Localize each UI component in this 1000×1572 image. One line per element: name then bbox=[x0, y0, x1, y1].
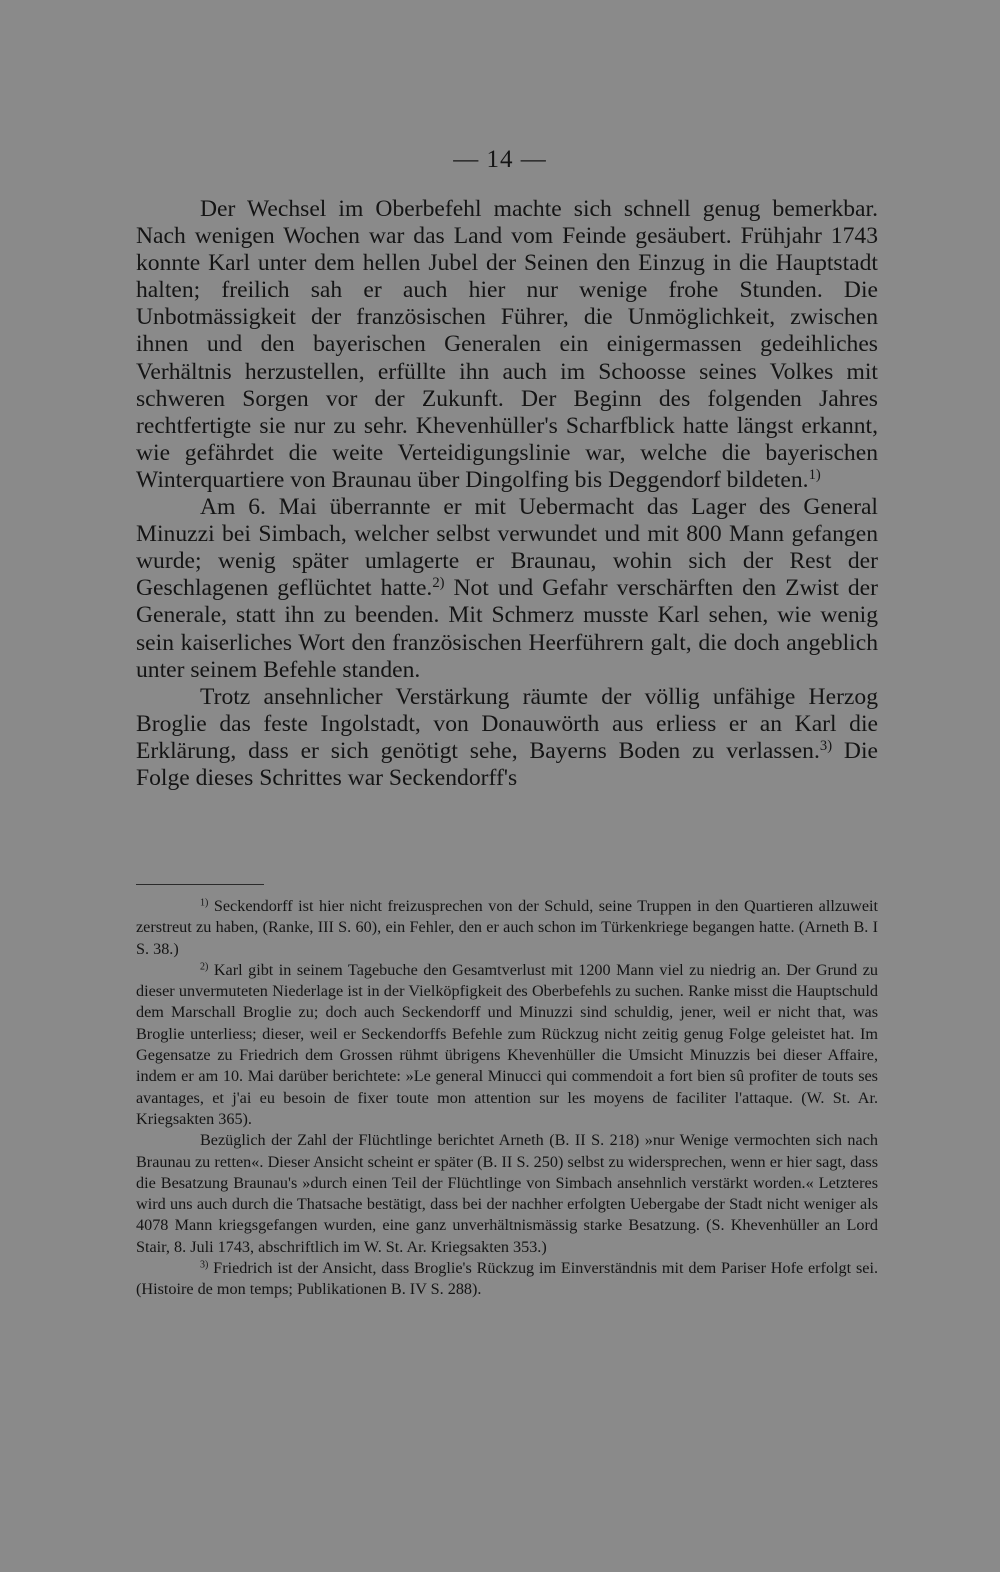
footnote-marker: 1) bbox=[200, 897, 209, 909]
footnote bbox=[136, 1258, 878, 1301]
paragraph-text: Not und Gefahr verschärften den Zwist der Generale, statt ihn zu beenden. Mit Schmerz musste Karl sehen, wie wenig sein kaiserliches Wort den französischen Heerführern galt, die doch angeblich unter seinem Befehle standen. bbox=[136, 575, 879, 683]
page-number: — 14 — bbox=[453, 146, 547, 173]
footnote-text: Seckendorff ist hier nicht freizusprechen von der Schuld, seine Truppen in den Quartieren allzuweit zerstreut zu haben, (Ranke, III S. 60), ein Fehler, den er auch schon im Türkenkriege begangen hatte. (Arneth B. I S. 38.) bbox=[136, 897, 878, 958]
paragraph bbox=[136, 196, 878, 494]
footnotes bbox=[136, 896, 878, 1301]
paragraph-text: Die Folge dieses Schrittes war Seckendorff's bbox=[136, 737, 878, 791]
footnote-text: Karl gibt in seinem Tagebuche den Gesamtverlust mit 1200 Mann viel zu niedrig an. Der Grund zu dieser unvermuteten Niederlage ist in der Vielköpfigkeit des Oberbefehls zu suchen. Ranke misst die Hauptschuld dem Marschall Broglie zu; doch auch Seckendorff und Minuzzi sind schuldig, jener, weil er nicht that, was Broglie unterliess; dieser, weil er Seckendorffs Befehle zum Rückzug nicht zeitig genug Folge geleistet hat. Im Gegensatze zu Friedrich dem Grossen rühmt übrigens Khevenhüller die Umsicht Minuzzis bei dieser Affaire, indem er am 10. Mai darüber berichtete: »Le general Minucci qui commendoit a fort bien sû profiter de touts ses avantages, et j'ai eu besoin de fixer toute mon attention sur les moyens de faciliter l'attaque. (W. St. Ar. Kriegsakten 365). bbox=[136, 960, 878, 1128]
paragraph bbox=[136, 684, 878, 792]
footnote-marker: 3) bbox=[200, 1259, 209, 1271]
footnote bbox=[136, 896, 878, 960]
paragraph-text: Am 6. Mai überrannte er mit Uebermacht das Lager des General Minuzzi bei Simbach, welcher selbst verwundet und mit 800 Mann gefangen wurde; wenig später umlagerte er Braunau, wohin sich der Rest der Geschlagenen geflüchtet hatte. bbox=[136, 494, 878, 602]
footnote bbox=[136, 960, 878, 1130]
footnote-divider bbox=[136, 884, 264, 885]
footnote-reference: 1) bbox=[808, 466, 821, 483]
paragraph-text: Der Wechsel im Oberbefehl machte sich schnell genug bemerkbar. Nach wenigen Wochen war das Land vom Feinde gesäubert. Frühjahr 1743 konnte Karl unter dem hellen Jubel der Seinen den Einzug in die Hauptstadt halten; freilich sah er auch hier nur wenige frohe Stunden. Die Unbotmässigkeit der französischen Führer, die Unmöglichkeit, zwischen ihnen und den bayerischen Generalen ein einigermassen gedeihliches Verhältnis herzustellen, erfüllte ihn auch im Schoosse seines Volkes mit schweren Sorgen vor der Zukunft. Der Beginn des folgenden Jahres rechtfertigte sie nur zu sehr. Khevenhüller's Scharfblick hatte längst erkannt, wie gefährdet die weite Verteidigungslinie war, welche die bayerischen Winterquartiere von Braunau über Dingolfing bis Deggendorf bildeten. bbox=[136, 196, 878, 493]
footnote-reference: 3) bbox=[819, 737, 833, 754]
paragraph-text: Trotz ansehnlicher Verstärkung räumte der völlig unfähige Herzog Broglie das feste Ingolstadt, von Donauwörth aus erliess er an Karl die Erklärung, dass er sich genötigt sehe, Bayerns Boden zu verlassen. bbox=[136, 683, 878, 764]
footnote-continuation bbox=[136, 1130, 878, 1258]
footnote-reference: 2) bbox=[432, 575, 445, 592]
paragraph bbox=[136, 494, 878, 684]
main-text bbox=[136, 196, 878, 792]
footnote-text: Friedrich ist der Ansicht, dass Broglie's Rückzug im Einverständnis mit dem Pariser Hofe erfolgt sei. (Histoire de mon temps; Publikationen B. IV S. 288). bbox=[136, 1259, 878, 1299]
footnote-text: Bezüglich der Zahl der Flüchtlinge berichtet Arneth (B. II S. 218) »nur Wenige vermochten sich nach Braunau zu retten«. Dieser Ansicht scheint er später (B. II S. 250) selbst zu widersprechen, wenn er hier sagt, dass die Besatzung Braunau's »durch einen Teil der Flüchtlinge von Simbach ansehnlich verstärkt worden.« Letzteres wird uns auch durch die Thatsache bestätigt, dass bei der nachher erfolgten Uebergabe der Stadt nicht weniger als 4078 Mann kriegsgefangen wurden, eine ganz unverhältnismässig starke Besatzung. (S. Khevenhüller an Lord Stair, 8. Juli 1743, abschriftlich im W. St. Ar. Kriegsakten 353.) bbox=[136, 1131, 878, 1256]
footnote-marker: 2) bbox=[200, 961, 209, 973]
